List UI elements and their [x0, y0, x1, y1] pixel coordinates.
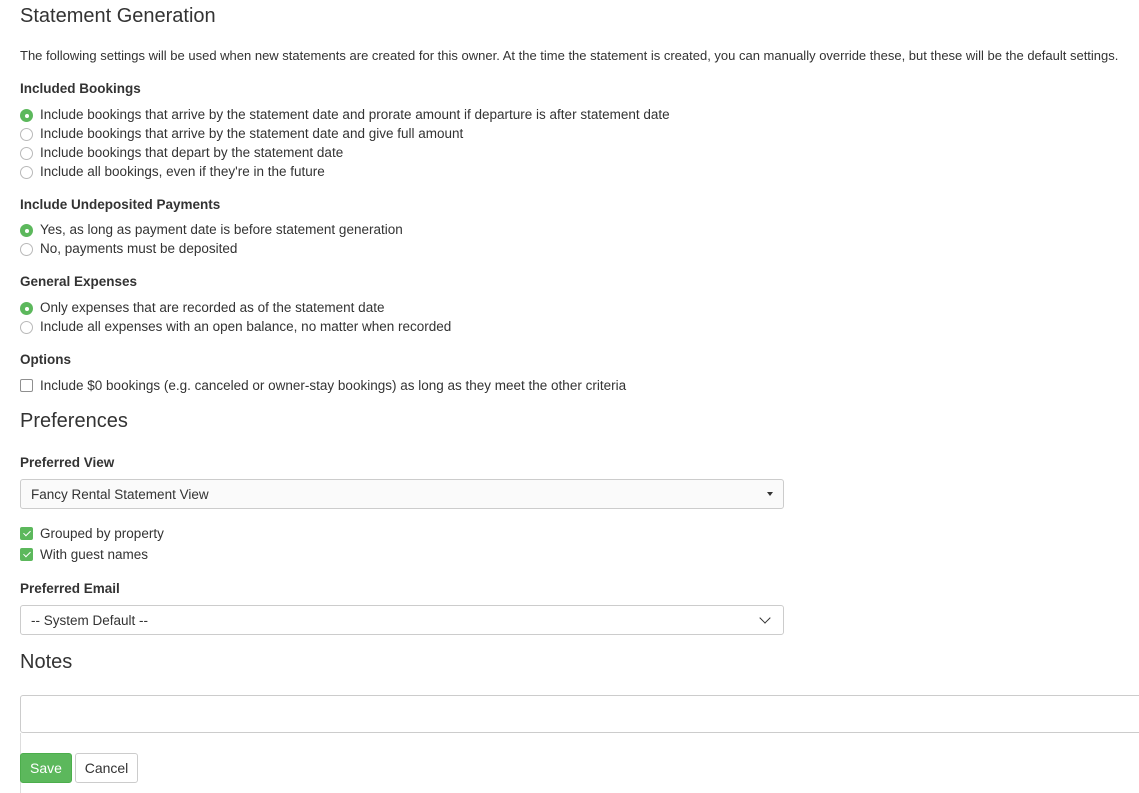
preferred-view-options [20, 523, 164, 565]
checkbox-checked-icon[interactable] [20, 527, 33, 540]
booking-option-all[interactable] [20, 162, 670, 181]
included-bookings-label: Included Bookings [20, 81, 141, 96]
options-label: Options [20, 352, 71, 367]
undeposited-option-no[interactable] [20, 239, 403, 258]
preferences-title: Preferences [20, 410, 128, 432]
booking-option-full-amount[interactable] [20, 124, 670, 143]
checkbox-icon[interactable] [20, 379, 33, 392]
booking-option-depart[interactable] [20, 143, 670, 162]
booking-option-prorate[interactable] [20, 105, 670, 124]
radio-icon[interactable] [20, 321, 33, 334]
preferred-email-select[interactable] [20, 605, 784, 635]
option-label: Include all expenses with an open balance, no matter when recorded [40, 319, 452, 334]
check-with-guest-names[interactable] [20, 544, 164, 565]
check-grouped-by-property[interactable] [20, 523, 164, 544]
caret-down-icon [767, 492, 773, 496]
chevron-down-icon [759, 612, 770, 623]
option-label: Only expenses that are recorded as of the statement date [40, 300, 385, 315]
option-label: Include $0 bookings (e.g. canceled or owner-stay bookings) as long as they meet the other criteria [40, 378, 627, 393]
undeposited-payments-group [20, 220, 403, 258]
general-expenses-label: General Expenses [20, 274, 138, 289]
expenses-option-open-balance[interactable] [20, 317, 451, 336]
option-label: Include all bookings, even if they're in the future [40, 164, 325, 179]
notes-textarea[interactable] [20, 695, 1139, 733]
option-label: Include bookings that arrive by the statement date and prorate amount if departure is after statement date [40, 107, 670, 122]
radio-selected-icon[interactable] [20, 109, 33, 122]
option-label: Include bookings that depart by the statement date [40, 145, 344, 160]
preferred-email-value: -- System Default -- [31, 612, 149, 628]
undeposited-option-yes[interactable] [20, 220, 403, 239]
cancel-button[interactable]: Cancel [75, 753, 138, 783]
statement-generation-title: Statement Generation [20, 5, 216, 27]
statement-description: The following settings will be used when new statements are created for this owner. At the time the statement is created, you can manually override these, but these will be the default settings. [20, 48, 1119, 63]
option-label: Yes, as long as payment date is before statement generation [40, 222, 403, 237]
option-zero-bookings[interactable] [20, 376, 626, 395]
general-expenses-group [20, 298, 451, 336]
radio-selected-icon[interactable] [20, 302, 33, 315]
save-button[interactable]: Save [20, 753, 72, 783]
expenses-option-recorded[interactable] [20, 298, 451, 317]
included-bookings-group [20, 105, 670, 181]
notes-title: Notes [20, 651, 73, 673]
radio-icon[interactable] [20, 243, 33, 256]
option-label: Include bookings that arrive by the statement date and give full amount [40, 126, 464, 141]
option-label: Grouped by property [40, 526, 164, 541]
checkbox-checked-icon[interactable] [20, 548, 33, 561]
radio-selected-icon[interactable] [20, 224, 33, 237]
preferred-email-label: Preferred Email [20, 581, 120, 596]
undeposited-payments-label: Include Undeposited Payments [20, 197, 221, 212]
radio-icon[interactable] [20, 128, 33, 141]
preferred-view-value: Fancy Rental Statement View [31, 486, 209, 502]
options-group [20, 376, 626, 395]
preferred-view-label: Preferred View [20, 455, 115, 470]
radio-icon[interactable] [20, 166, 33, 179]
radio-icon[interactable] [20, 147, 33, 160]
option-label: With guest names [40, 547, 149, 562]
preferred-view-select[interactable] [20, 479, 784, 509]
option-label: No, payments must be deposited [40, 241, 238, 256]
